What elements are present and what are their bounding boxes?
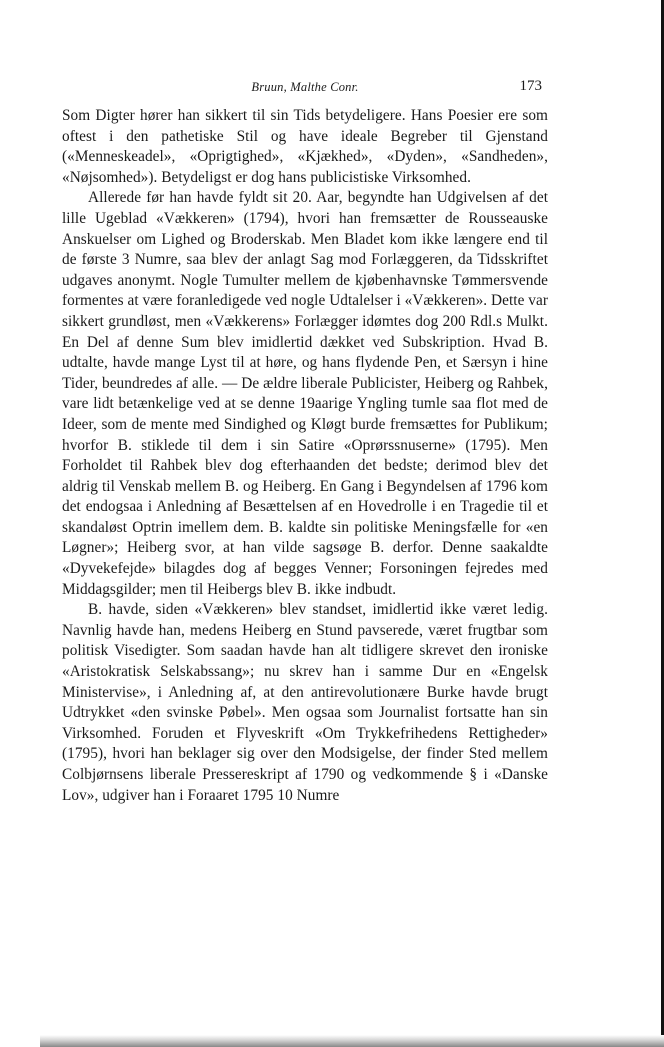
paragraph-3: B. havde, siden «Vækkeren» blev standset, imidlertid ikke været ledig. Navnlig havde han, medens Heiberg en Stund pavserede, været frugtbar som politisk Visedigter. Som saadan havde han alt tidligere skrevet den ironiske «Aristokratisk Selskabssang»; nu skrev han i samme Dur en «Engelsk Ministervise», i Anledning af, at den antirevolutionære Burke havde brugt Udtrykket «den svinske Pøbel». Men ogsaa som Journalist fortsatte han sin Virksomhed. Foruden et Flyveskrift «Om Trykkefrihedens Rettigheder» (1795), hvori han beklager sig over den Modsigelse, der finder Sted mellem Colbjørnsens liberale Pressereskript af 1790 og vedkommende § i «Danske Lov», udgiver han i Foraaret 1795 10 Numre bbox=[62, 601, 548, 804]
paragraph-1: Som Digter hører han sikkert til sin Tids betydeligere. Hans Poesier ere som oftest i den pathetiske Stil og have ideale Begreber til Gjenstand («Menneskeadel», «Oprigtighed», «Kjækhed», «Dyden», «Sandheden», «Nøjsomhed»). Betydeligst er dog hans publicistiske Virksomhed. bbox=[62, 107, 548, 186]
book-page bbox=[62, 78, 548, 806]
paragraph-2: Allerede før han havde fyldt sit 20. Aar, begyndte han Udgivelsen af det lille Ugeblad «Vækkeren» (1794), hvori han fremsætter de Rousseauske Anskuelser om Lighed og Broderskab. Men Bladet kom ikke længere end til de første 3 Numre, saa blev der anlagt Sag mod Forlæggeren, da Tidsskriftet udgaves anonymt. Nogle Tumulter mellem de kjøbenhavnske Tømmersvende formentes at være foranledigede ved nogle Udtalelser i «Vækkeren». Dette var sikkert grundløst, men «Vækkerens» Forlægger idømtes dog 200 Rdl.s Mulkt. En Del af denne Sum blev imidlertid dækket ved Subskription. Hvad B. udtalte, havde mange Lyst til at høre, og hans flydende Pen, et Særsyn i hine Tider, beundredes af alle. — De ældre liberale Publicister, Heiberg og Rahbek, vare lidt betænkelige ved at se denne 19aarige Yngling tumle saa flot med de Ideer, som de mente med Sindighed og Kløgt burde fremsættes for Publikum; hvorfor B. stiklede til dem i sin Satire «Oprørssnuserne» (1795). Men Forholdet til Rahbek blev dog efterhaanden det bedste; derimod blev det aldrig til Venskab mellem B. og Heiberg. En Gang i Begyndelsen af 1796 kom det endogsaa i Anledning af Besættelsen af en Hovedrolle i en Tragedie til et skandaløst Optrin imellem dem. B. kaldte sin politiske Meningsfælle for «en Løgner»; Heiberg svor, at han vilde sagsøge B. derfor. Denne saakaldte «Dyvekefejde» bilagdes dog af begges Venner; Forsoningen fejredes med Middagsgilder; men til Heibergs blev B. ikke indbudt. bbox=[62, 189, 548, 598]
page-number: 173 bbox=[519, 78, 542, 94]
running-head bbox=[62, 78, 548, 106]
scan-edge-bottom bbox=[40, 1035, 664, 1047]
running-title: Bruun, Malthe Conr. bbox=[251, 80, 359, 94]
